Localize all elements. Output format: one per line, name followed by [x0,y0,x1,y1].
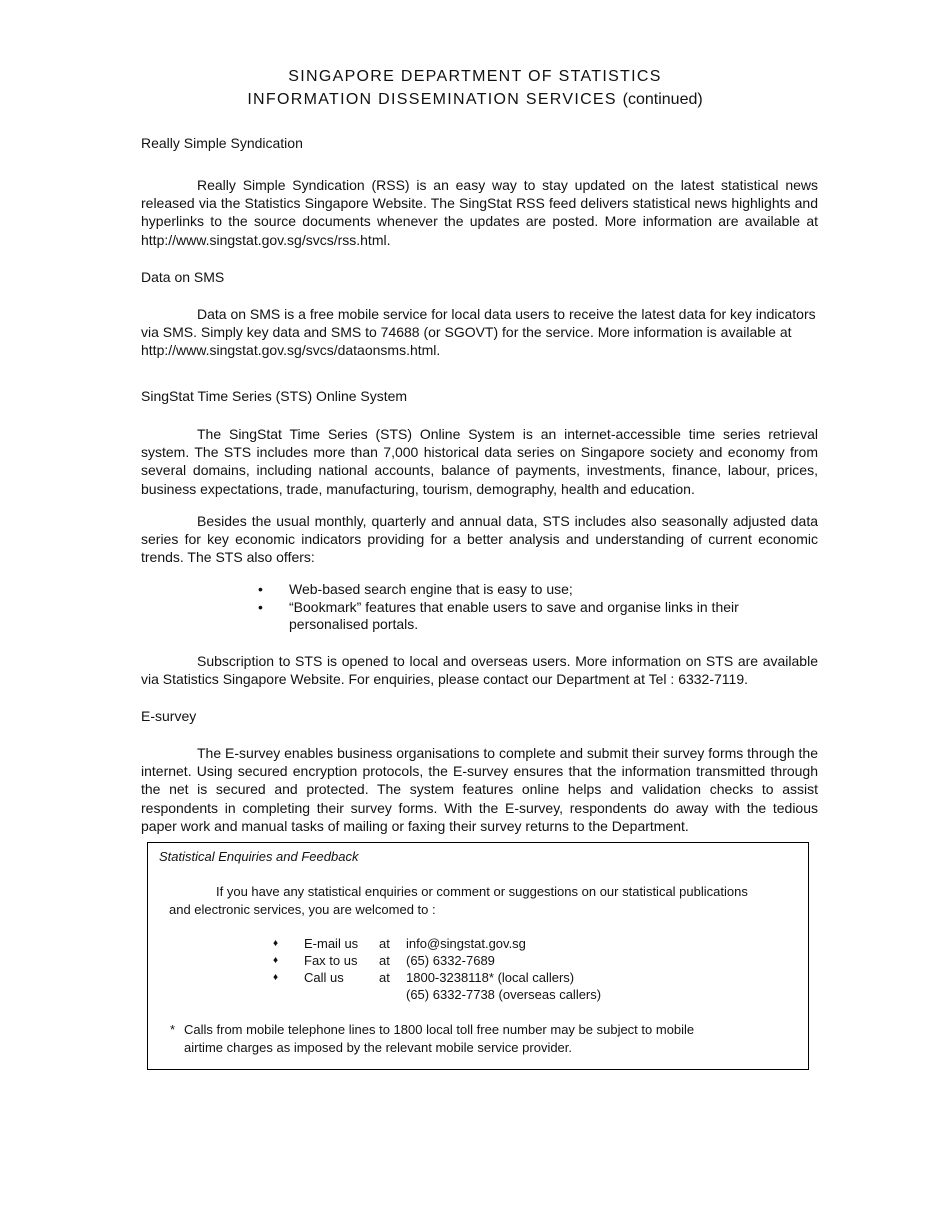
section-heading-sts: SingStat Time Series (STS) Online System [141,388,408,404]
contact-row-overseas [273,986,601,1003]
list-item [258,581,789,599]
contact-method: Call us [304,970,344,985]
contact-row-fax [273,952,601,969]
list-item-text: “Bookmark” features that enable users to save and organise links in their personalised portals. [289,598,739,632]
page-title-continued: (continued) [622,91,703,108]
local-phone-number: 1800-3238118* (local callers) [406,970,575,985]
footnote-marker: * [170,1022,176,1037]
paragraph-sts-intro: The SingStat Time Series (STS) Online System is an internet-accessible time series retrieval system. The STS includes more than 7,000 historical data series on Singapore society and economy from several domains, including national accounts, balance of payments, investments, finance, labour, prices, business expectations, trade, manufacturing, tourism, demography, health and education. [141,426,818,497]
email-address: info@singstat.gov.sg [406,936,526,951]
contact-at: at [379,936,390,951]
paragraph-sms: Data on SMS is a free mobile service for local data users to receive the latest data for key indicators via SMS. Simply key data and SMS to 74688 (or SGOVT) for the service. More information is available at http://www.singstat.gov.sg/svcs/dataonsms.html. [141,306,816,359]
contact-method: Fax to us [304,953,358,968]
section-heading-esurvey: E-survey [141,708,197,724]
paragraph-esurvey: The E-survey enables business organisations to complete and submit their survey forms through the internet. Using secured encryption protocols, the E-survey ensures that the information transmitted through the net is secured and protected. The system features online helps and validation checks to assist respondents in completing their survey forms. With the E-survey, respondents do away with the tedious paper work and manual tasks of mailing or faxing their survey returns to the Department. [141,745,818,834]
contact-row-email [273,935,601,952]
section-heading-rss: Really Simple Syndication [141,135,303,151]
list-item-text: Web-based search engine that is easy to use; [289,581,573,597]
list-item [258,599,789,634]
paragraph-sts-offers: Besides the usual monthly, quarterly and annual data, STS includes also seasonally adjusted data series for key economic indicators providing for a better analysis and understanding of current economic trends. The STS also offers: [141,513,818,566]
contact-at: at [379,953,390,968]
paragraph-rss: Really Simple Syndication (RSS) is an easy way to stay updated on the latest statistical news released via the Statistics Singapore Website. The SingStat RSS feed delivers statistical news highlights and hyperlinks to the source documents whenever the updates are posted. More information are available at http://www.singstat.gov.sg/svcs/rss.html. [141,177,818,248]
diamond-icon: ♦ [273,938,279,949]
section-heading-sms: Data on SMS [141,269,225,285]
sts-feature-list [258,581,789,634]
bullet-icon: • [258,598,263,615]
diamond-icon: ♦ [273,972,279,983]
fax-number: (65) 6332-7689 [406,953,495,968]
bullet-icon: • [258,581,263,597]
footnote [170,1021,724,1056]
paragraph-sts-subscription: Subscription to STS is opened to local and overseas users. More information on STS are available via Statistics Singapore Website. For enquiries, please contact our Department at Tel : 6332-7119. [141,653,818,688]
contact-at: at [379,970,390,985]
contact-row-call [273,969,601,986]
enquiries-box [147,842,809,1070]
contact-method: E-mail us [304,936,359,951]
overseas-phone-number: (65) 6332-7738 (overseas callers) [406,987,602,1002]
page-title-line-2 [0,91,950,109]
enquiries-box-title: Statistical Enquiries and Feedback [159,849,359,864]
page-title-line-1: SINGAPORE DEPARTMENT OF STATISTICS [288,68,662,85]
diamond-icon: ♦ [273,955,279,966]
enquiries-intro: If you have any statistical enquiries or comment or suggestions on our statistical publications and electronic services, you are welcomed to : [169,884,748,917]
footnote-text: Calls from mobile telephone lines to 1800 local toll free number may be subject to mobile airtime charges as imposed by the relevant mobile service provider. [184,1022,695,1055]
contact-list [273,935,601,1003]
page-title-main: INFORMATION DISSEMINATION SERVICES [247,91,617,108]
